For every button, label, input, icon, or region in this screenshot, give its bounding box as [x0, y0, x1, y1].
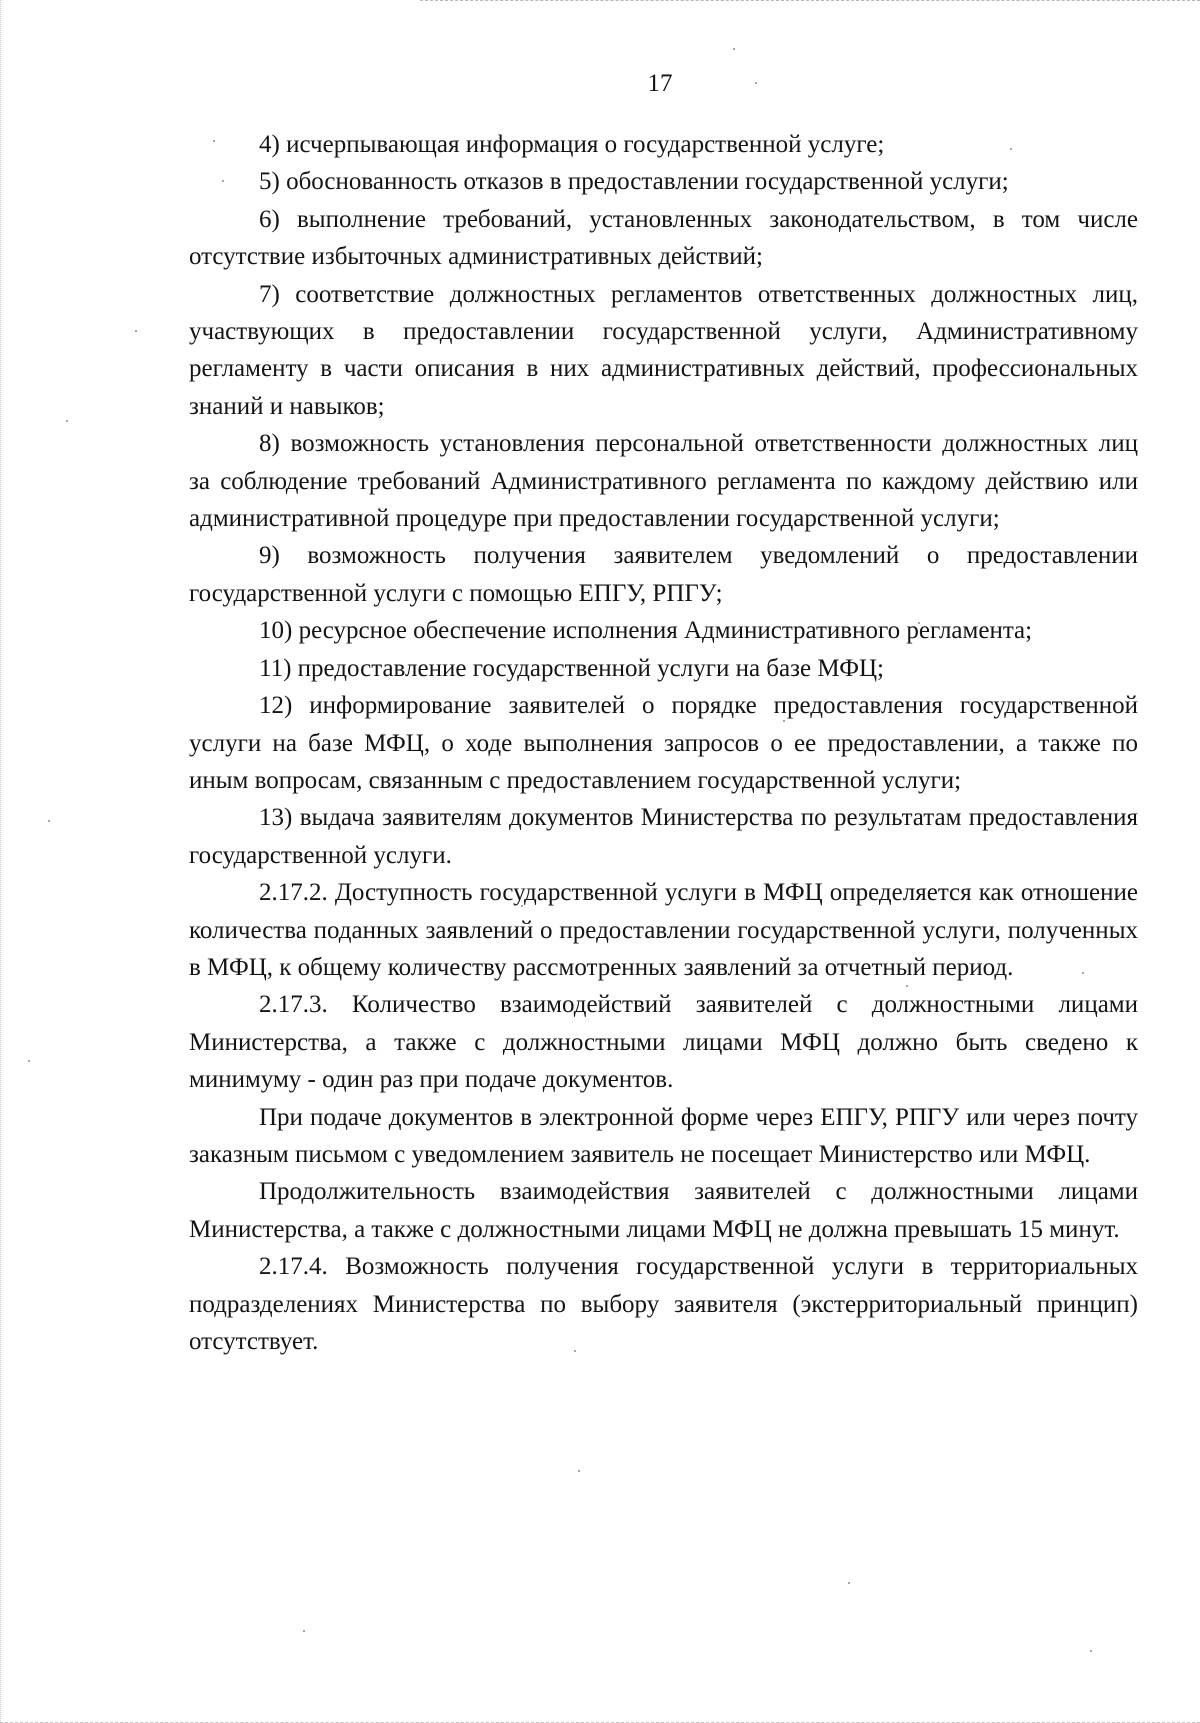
list-item-4: 4) исчерпывающая информация о государственной услуге;	[259, 131, 885, 158]
scan-speck	[578, 1470, 580, 1472]
scan-speck	[135, 330, 137, 332]
list-item-9: 9) возможность получения заявителем уведомлений о предоставлении государственной услуги с помощью ЕПГУ, РПГУ;	[189, 542, 1138, 607]
scan-speck	[848, 1582, 850, 1584]
page-number: 17	[647, 70, 673, 97]
list-item-13: 13) выдача заявителям документов Министерства по результатам предоставления государственной услуги.	[189, 804, 1138, 869]
list-item-5: 5) обоснованность отказов в предоставлении государственной услуги;	[259, 168, 1009, 196]
clause-2-17-2: 2.17.2. Доступность государственной услуги в МФЦ определяется как отношение количества поданных заявлений о предоставлении государственной услуги, полученных в МФЦ, к общему количеству рассмотренных заявлений за отчетный период.	[189, 879, 1138, 981]
paragraph-electronic-submission: При подаче документов в электронной форме через ЕПГУ, РПГУ или через почту заказным письмом с уведомлением заявитель не посещает Министерство или МФЦ.	[189, 1103, 1138, 1168]
scan-speck	[28, 1060, 30, 1062]
scan-speck	[1090, 1650, 1092, 1652]
list-item-8: 8) возможность установления персональной ответственности должностных лиц за соблюдение требований Административного регламента по каждому действию или административной процедуре при предоставлении государственной услуги;	[189, 430, 1138, 533]
scan-speck	[66, 420, 68, 422]
clause-2-17-4: 2.17.4. Возможность получения государственной услуги в территориальных подразделениях Министерства по выбору заявителя (экстерриториальный принцип) отсутствует.	[189, 1253, 1138, 1355]
list-item-7: 7) соответствие должностных регламентов ответственных должностных лиц, участвующих в предоставлении государственной услуги, Административному регламенту в части описания в них административных действий, профессиональных знаний и навыков;	[189, 280, 1138, 420]
clause-2-17-3: 2.17.3. Количество взаимодействий заявителей с должностными лицами Министерства, а также с должностными лицами МФЦ должно быть сведено к минимуму - один раз при подаче документов.	[189, 991, 1138, 1094]
list-item-11: 11) предоставление государственной услуги на базе МФЦ;	[259, 654, 884, 682]
scan-edge-left	[0, 0, 3, 1723]
scan-speck	[303, 1630, 305, 1632]
scan-speck	[733, 48, 735, 50]
list-item-12: 12) информирование заявителей о порядке предоставления государственной услуги на базе МФЦ, о ходе выполнения запросов о ее предоставлении, а также по иным вопросам, связанным с предоставлением государственной услуги;	[189, 692, 1138, 794]
scan-speck	[48, 820, 50, 822]
list-item-10: 10) ресурсное обеспечение исполнения Административного регламента;	[259, 617, 1033, 645]
document-body	[189, 126, 1138, 1360]
paragraph-interaction-duration: Продолжительность взаимодействия заявителей с должностными лицами Министерства, а также с должностными лицами МФЦ не должна превышать 15 минут.	[189, 1178, 1138, 1243]
scan-edge-top	[420, 0, 1200, 4]
list-item-6: 6) выполнение требований, установленных законодательством, в том числе отсутствие избыточных административных действий;	[189, 205, 1138, 271]
